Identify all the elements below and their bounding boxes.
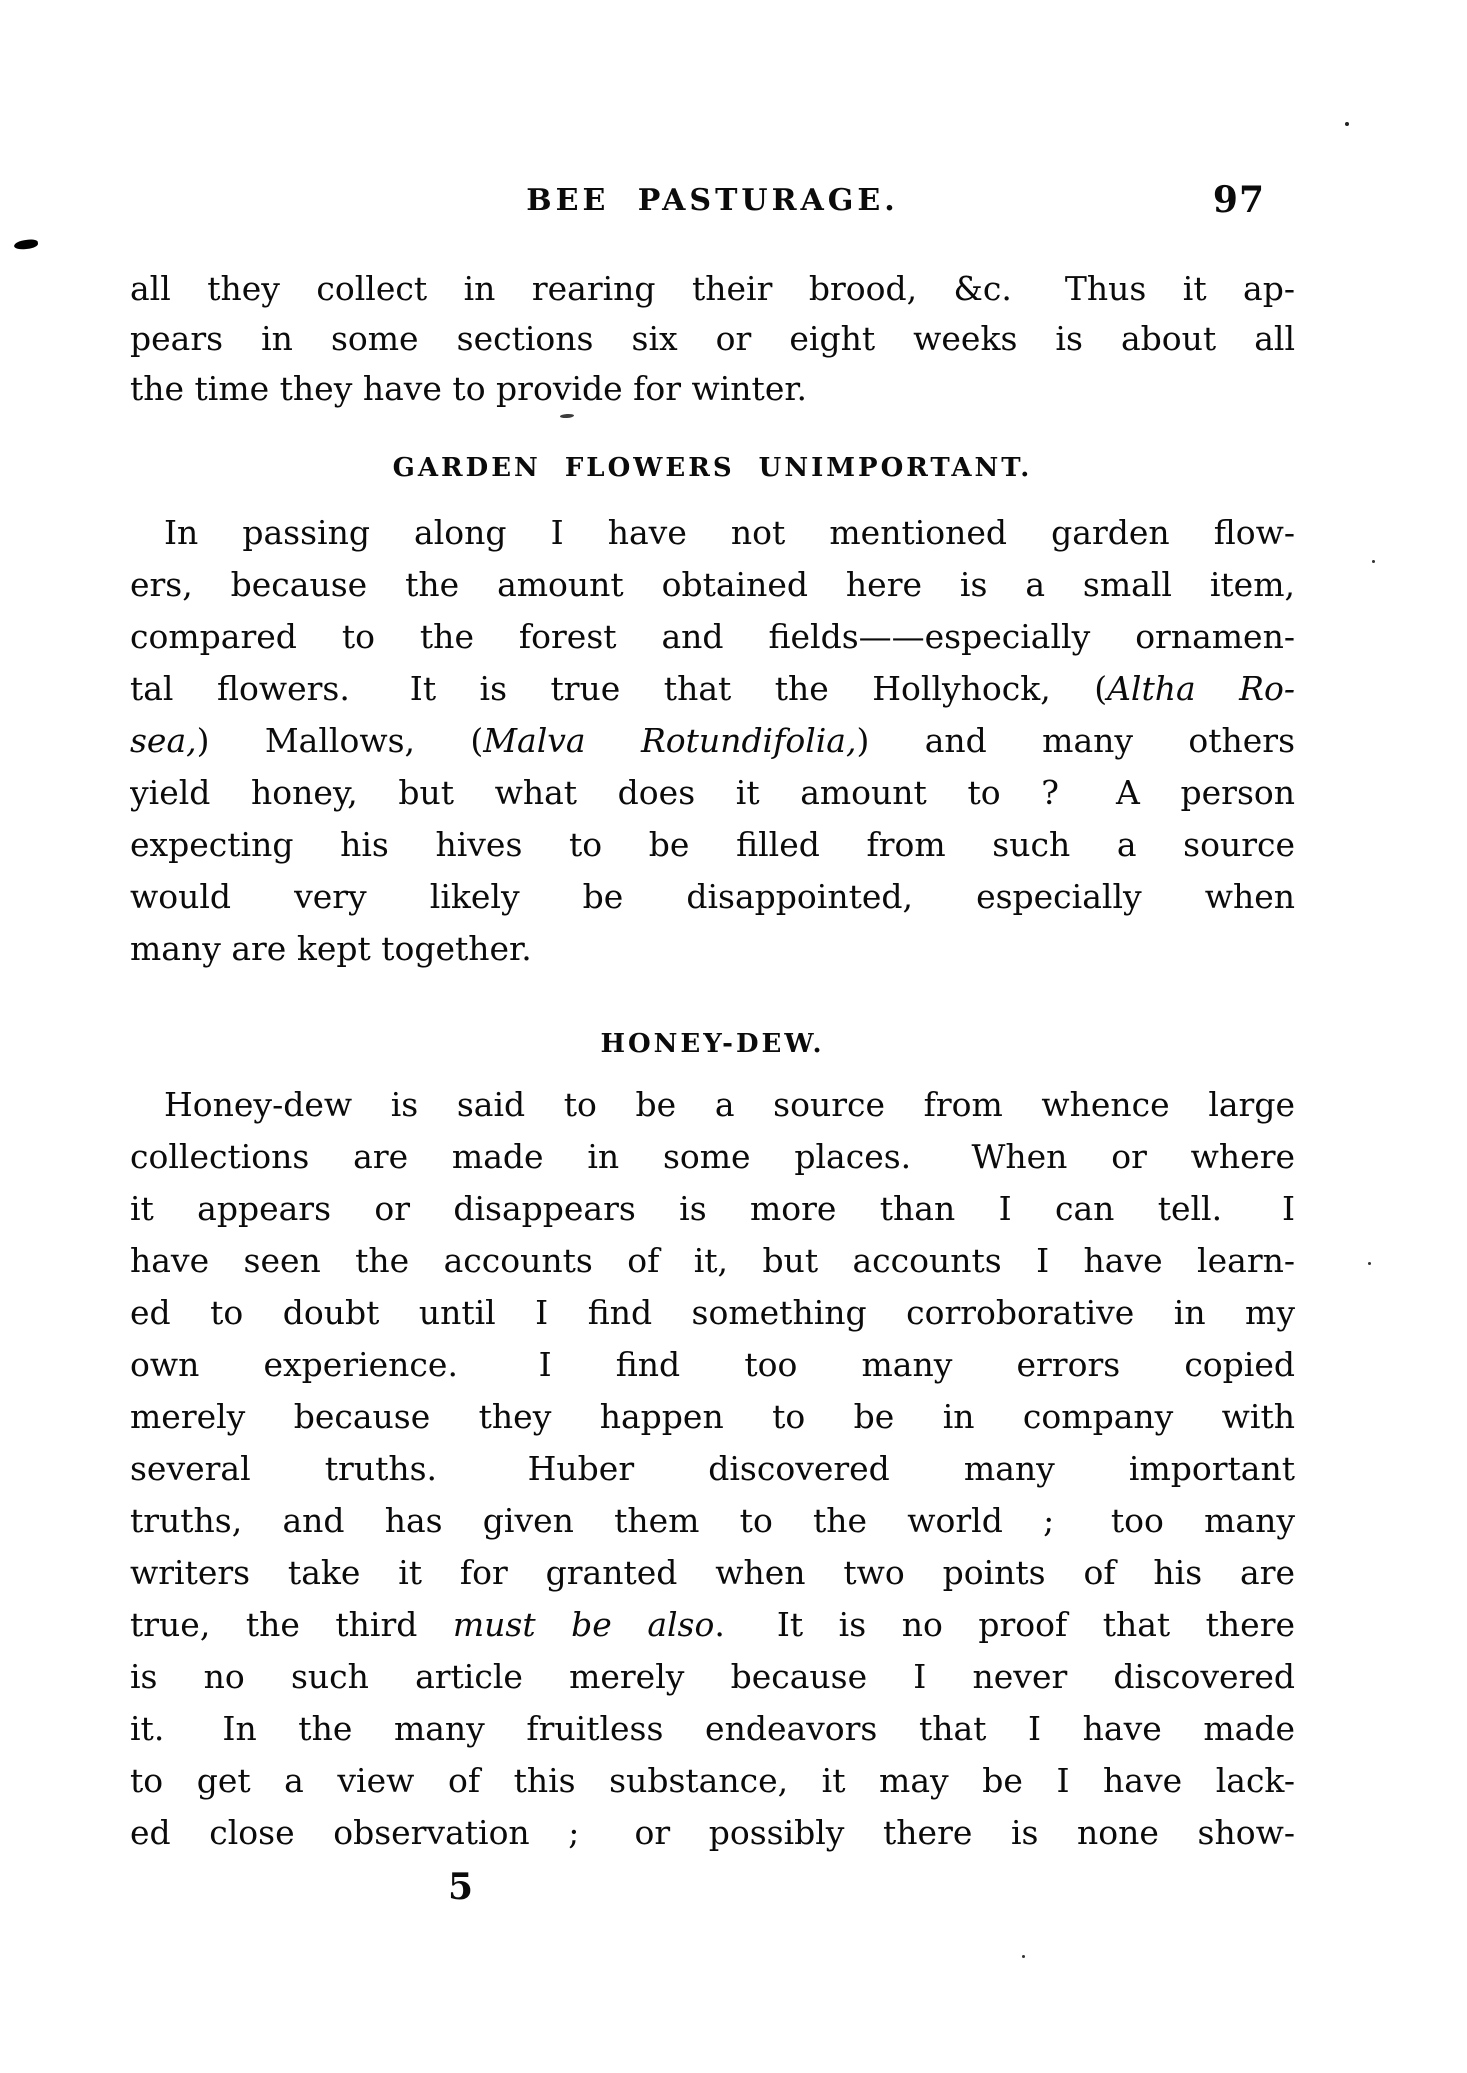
- text-line: yield honey, but what does it amount to ? A person: [130, 773, 1295, 812]
- ink-speck: [560, 414, 574, 419]
- text-line: would very likely be disappointed, especially when: [130, 877, 1295, 916]
- ink-speck: [1368, 1262, 1371, 1265]
- text-line: sea,) Mallows, (Malva Rotundifolia,) and many others: [130, 721, 1295, 760]
- text-line: true, the third must be also. It is no proof that there: [130, 1605, 1295, 1644]
- text-line: tal flowers. It is true that the Hollyhock, (Altha Ro-: [130, 669, 1295, 708]
- text-line: ers, because the amount obtained here is a small item,: [130, 565, 1295, 604]
- text-line: it appears or disappears is more than I can tell. I: [130, 1189, 1295, 1228]
- text-line: many are kept together.: [130, 929, 532, 968]
- text-line: collections are made in some places. When or where: [130, 1137, 1295, 1176]
- page-number: 97: [1212, 179, 1265, 221]
- ink-blot: [14, 239, 39, 250]
- paragraph-honey-dew: [130, 1079, 1295, 1859]
- text-line: merely because they happen to be in company with: [130, 1397, 1295, 1436]
- text-line: ed close observation ; or possibly there is none show-: [130, 1813, 1295, 1852]
- text-line: all they collect in rearing their brood, &c. Thus it ap-: [130, 269, 1295, 308]
- text-line: to get a view of this substance, it may be I have lack-: [130, 1761, 1295, 1800]
- running-header-title: BEE PASTURAGE.: [526, 183, 899, 218]
- text-line: is no such article merely because I never discovered: [130, 1657, 1295, 1696]
- text-line: Honey-dew is said to be a source from whence large: [164, 1085, 1295, 1124]
- ink-speck: [1345, 122, 1349, 126]
- section-heading-honey-dew: HONEY-DEW.: [600, 1029, 825, 1059]
- text-line: writers take it for granted when two points of his are: [130, 1553, 1295, 1592]
- text-line: pears in some sections six or eight weeks is about all: [130, 319, 1295, 358]
- running-header: [130, 179, 1295, 227]
- text-line: ed to doubt until I find something corroborative in my: [130, 1293, 1295, 1332]
- text-line: expecting his hives to be filled from such a source: [130, 825, 1295, 864]
- section-heading-garden-flowers: GARDEN FLOWERS UNIMPORTANT.: [392, 453, 1033, 483]
- text-line: In passing along I have not mentioned garden flow-: [164, 513, 1295, 552]
- text-line: it. In the many fruitless endeavors that I have made: [130, 1709, 1295, 1748]
- text-line: have seen the accounts of it, but accounts I have learn-: [130, 1241, 1295, 1280]
- paragraph-brood-provision: [130, 264, 1295, 414]
- signature-mark: 5: [448, 1866, 474, 1908]
- text-line: the time they have to provide for winter.: [130, 369, 807, 408]
- text-line: truths, and has given them to the world ; too many: [130, 1501, 1295, 1540]
- ink-speck: [1372, 560, 1375, 563]
- text-line: compared to the forest and fields——especially ornamen-: [130, 617, 1295, 656]
- paragraph-garden-flowers: [130, 507, 1295, 975]
- text-line: own experience. I find too many errors copied: [130, 1345, 1295, 1384]
- text-line: several truths. Huber discovered many important: [130, 1449, 1295, 1488]
- ink-speck: [1022, 1955, 1025, 1958]
